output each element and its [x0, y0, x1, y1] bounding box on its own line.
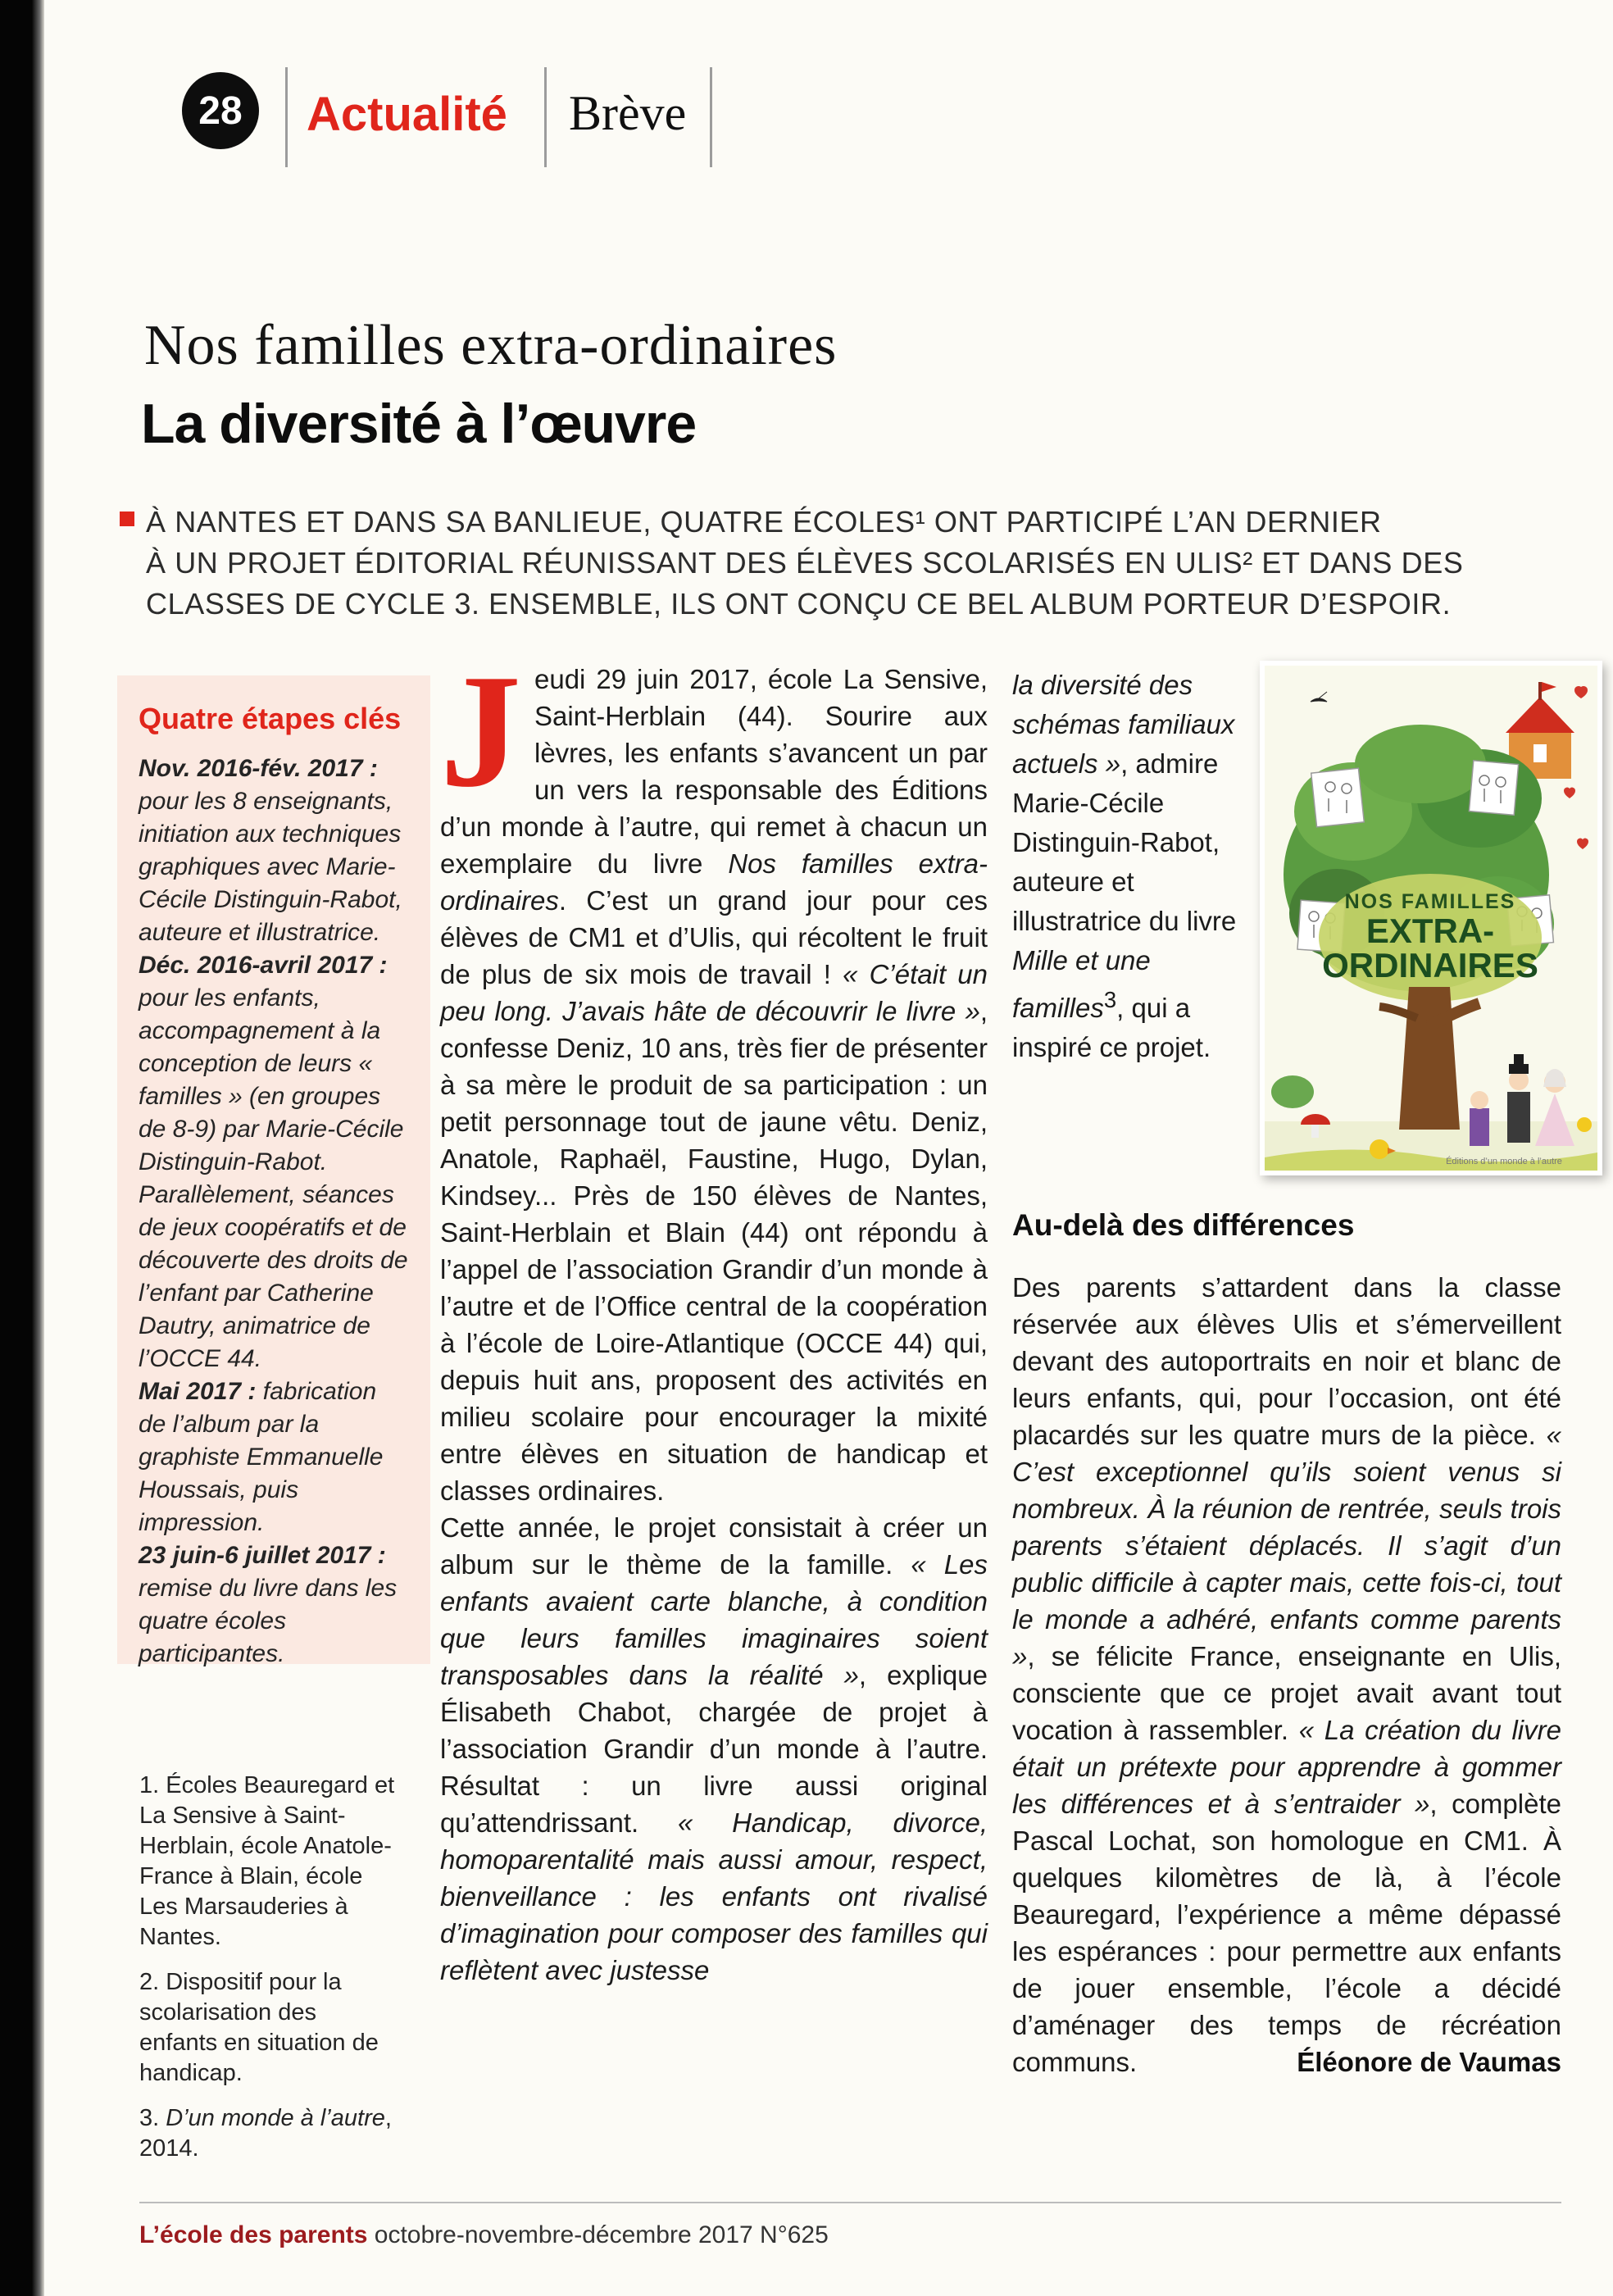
footer-rule	[139, 2202, 1561, 2203]
footer-issue-info: octobre-novembre-décembre 2017 N°625	[367, 2221, 829, 2248]
standfirst-line: À NANTES ET DANS SA BANLIEUE, QUATRE ÉCOLES¹ ONT PARTICIPÉ L’AN DERNIER	[146, 505, 1382, 539]
body-column-right	[1012, 1269, 1561, 2080]
key-steps-item: Nov. 2016-fév. 2017 : pour les 8 enseignants, initiation aux techniques graphiques avec Marie-Cécile Distinguin-Rabot, auteure et illustratrice.	[139, 755, 402, 946]
page-number-badge	[182, 72, 259, 149]
book-title-line3: ORDINAIRES	[1322, 946, 1538, 984]
standfirst-line: À UN PROJET ÉDITORIAL RÉUNISSANT DES ÉLÈVES SCOLARISÉS EN ULIS² ET DANS DES	[146, 546, 1464, 580]
key-steps-box	[117, 675, 430, 1667]
footnote: 2. Dispositif pour la scolarisation des enfants en situation de handicap.	[139, 1969, 379, 2086]
article-main-title: La diversité à l’œuvre	[141, 393, 697, 455]
book-cover-illustration	[1265, 666, 1597, 1171]
page-number: 28	[198, 89, 243, 133]
header-divider	[710, 67, 712, 167]
standfirst-line: CLASSES DE CYCLE 3. ENSEMBLE, ILS ONT CONÇU CE BEL ALBUM PORTEUR D’ESPOIR.	[146, 587, 1452, 621]
footer-magazine-name: L’école des parents	[139, 2221, 368, 2248]
body-paragraph	[1012, 1269, 1561, 2080]
book-publisher: Éditions d’un monde à l’autre	[1446, 1157, 1562, 1166]
paragraph-text: Des parents s’attardent dans la classe réservée aux élèves Ulis et s’émerveillent devant des autoportraits en noir et blanc de leurs enfants, qui, pour l’occasion, ont été placardés sur les quatre murs de la pièce. « C’est exceptionnel qu’ils soient venus si nombreux. À la réunion de rentrée, seuls trois parents s’étaient déplacés. Il s’agit d’un public difficile à capter mais, cette fois-ci, tout le monde a adhéré, enfants comme parents », se félicite France, enseignante en Ulis, consciente que ce projet avait avant tout vocation à rassembler. « La création du livre était un prétexte pour apprendre à gommer les différences et à s’entraider », complète Pascal Lochat, son homologue en CM1. À quelques kilomètres de là, à l’école Beauregard, l’expérience a même dépassé les espérances : pour permettre aux enfants de jouer ensemble, l’école a décidé d’aménager des temps de récréation communs.	[1012, 1272, 1561, 2077]
body-column-right-narrow: la diversité des schémas familiaux actuels », admire Marie-Cécile Distinguin-Rabot, auteure et illustratrice du livre Mille et une familles$^3$, qui a inspiré ce projet.	[1012, 670, 1237, 1062]
standfirst-bullet	[120, 511, 134, 526]
key-steps-title: Quatre étapes clés	[139, 702, 402, 735]
article-kicker-title: Nos familles extra-ordinaires	[144, 314, 838, 377]
header-divider	[544, 67, 547, 167]
key-steps-item: 23 juin-6 juillet 2017 : remise du livre dans les quatre écoles participantes.	[139, 1542, 398, 1667]
key-steps-item: Mai 2017 : fabrication de l’album par la graphiste Emmanuelle Houssais, puis impression.	[139, 1378, 384, 1536]
subsection-label: Brève	[569, 86, 687, 140]
footnotes	[139, 1771, 400, 2179]
book-title-line1: NOS FAMILLES	[1344, 890, 1516, 913]
standfirst	[146, 502, 1523, 625]
author-name: Éléonore de Vaumas	[1297, 2047, 1561, 2077]
footer	[139, 2221, 829, 2249]
section-label: Actualité	[307, 88, 507, 141]
scan-edge	[0, 0, 44, 2296]
dropcap: J	[440, 641, 521, 821]
footnote: 3. D’un monde à l’autre, 2014.	[139, 2105, 392, 2162]
footnote: 1. Écoles Beauregard et La Sensive à Saint-Herblain, école Anatole-France à Blain, école Les Marsauderies à Nantes.	[139, 1772, 395, 1950]
header-divider	[285, 67, 288, 167]
body-paragraph	[440, 641, 988, 1509]
book-title-line2: EXTRA-	[1365, 912, 1495, 950]
paragraph-text: eudi 29 juin 2017, école La Sensive, Saint-Herblain (44). Sourire aux lèvres, les enfants s’avancent un par un vers la responsable des Éditions d’un monde à l’autre, qui remet à chacun un exemplaire du livre Nos familles extra-ordinaires. C’est un grand jour pour ces élèves de CM1 et d’Ulis, qui récoltent le fruit de plus de six mois de travail ! « C’était un peu long. J’avais hâte de découvrir le livre », confesse Deniz, 10 ans, très fier de présenter à sa mère le produit de sa participation : un petit personnage tout de jaune vêtu. Deniz, Anatole, Raphaël, Faustine, Hugo, Dylan, Kindsey... Près de 150 élèves de Nantes, Saint-Herblain et Blain (44) ont répondu à l’appel de l’association Grandir d’un monde à l’autre et de l’Office central de la coopération à l’école de Loire-Atlantique (OCCE 44) qui, depuis huit ans, proposent des activités en milieu scolaire pour encourager la mixité entre élèves en situation de handicap et classes ordinaires.	[440, 664, 988, 1506]
book-cover	[1260, 661, 1602, 1175]
section-heading: Au-delà des différences	[1012, 1208, 1355, 1242]
body-column-middle	[440, 641, 988, 1989]
key-steps-item: Déc. 2016-avril 2017 : pour les enfants, accompagnement à la conception de leurs « familles » (en groupes de 8-9) par Marie-Cécile Distinguin-Rabot. Parallèlement, séances de jeux coopératifs et de découverte des droits de l’enfant par Catherine Dautry, animatrice de l’OCCE 44.	[139, 952, 408, 1372]
body-paragraph: Cette année, le projet consistait à créer un album sur le thème de la famille. « Les enfants avaient carte blanche, à condition que leurs familles imaginaires soient transposables dans la réalité », explique Élisabeth Chabot, chargée de projet à l’association Grandir d’un monde à l’autre. Résultat : un livre aussi original qu’attendrissant. « Handicap, divorce, homoparentalité mais aussi amour, respect, bienveillance : les enfants ont rivalisé d’imagination pour composer des familles qui reflètent avec justesse	[440, 1512, 988, 1985]
